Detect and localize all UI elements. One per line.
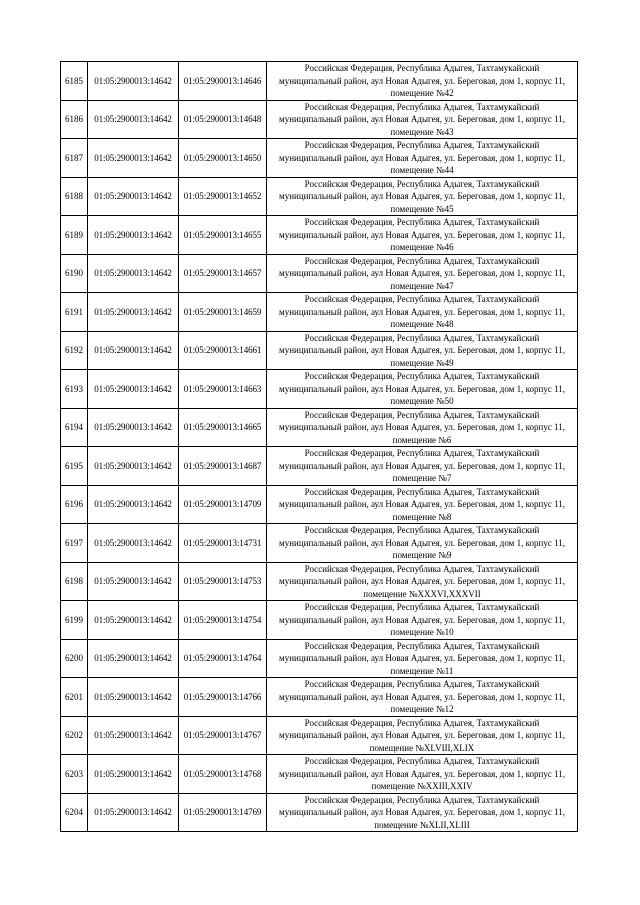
address-line: муниципальный район, аул Новая Адыгея, ул. Береговая, дом 1, корпус 11, — [279, 691, 565, 702]
table-row — [61, 793, 578, 832]
address-cell — [267, 370, 578, 409]
address-line: помещение №XLVIII,XLIX — [369, 742, 475, 753]
address-cell — [267, 447, 578, 486]
address-line: помещение №44 — [390, 165, 454, 175]
address-line: муниципальный район, аул Новая Адыгея, ул. Береговая, дом 1, корпус 11, — [279, 268, 565, 278]
row-number-cell: 6195 — [61, 447, 88, 486]
address-cell — [267, 216, 578, 255]
address-line: помещение №49 — [390, 357, 454, 368]
table-row — [61, 216, 578, 255]
object-cadastral-number-cell: 01:05:2900013:14687 — [179, 447, 267, 486]
address-line: Российская Федерация, Республика Адыгея, Тахтамукайский — [304, 563, 540, 574]
table-row — [61, 100, 578, 139]
table-row — [61, 755, 578, 794]
object-cadastral-number-cell: 01:05:2900013:14709 — [179, 485, 267, 524]
table-row — [61, 447, 578, 486]
address-line: муниципальный район, аул Новая Адыгея, ул. Береговая, дом 1, корпус 11, — [279, 152, 565, 163]
address-line: Российская Федерация, Республика Адыгея, Тахтамукайский — [304, 255, 540, 266]
object-cadastral-number-cell: 01:05:2900013:14646 — [179, 62, 267, 101]
object-cadastral-number-cell: 01:05:2900013:14764 — [179, 639, 267, 678]
address-line: Российская Федерация, Республика Адыгея, Тахтамукайский — [304, 217, 540, 227]
address-line: муниципальный район, аул Новая Адыгея, ул. Береговая, дом 1, корпус 11, — [279, 499, 565, 509]
row-number-cell: 6198 — [61, 562, 88, 601]
row-number-cell: 6197 — [61, 524, 88, 563]
address-line: помещение №11 — [390, 665, 454, 676]
address-line: Российская Федерация, Республика Адыгея, Тахтамукайский — [304, 486, 540, 497]
table-row — [61, 716, 578, 755]
address-line: муниципальный район, аул Новая Адыгея, ул. Береговая, дом 1, корпус 11, — [279, 730, 565, 740]
table-row — [61, 293, 578, 332]
address-line: помещение №XXXVI,XXXVII — [363, 588, 481, 599]
object-cadastral-number-cell: 01:05:2900013:14652 — [179, 177, 267, 216]
parent-cadastral-number-cell: 01:05:2900013:14642 — [88, 370, 179, 409]
address-line: муниципальный район, аул Новая Адыгея, ул. Береговая, дом 1, корпус 11, — [279, 229, 565, 240]
parent-cadastral-number-cell: 01:05:2900013:14642 — [88, 716, 179, 755]
parent-cadastral-number-cell: 01:05:2900013:14642 — [88, 485, 179, 524]
table-row — [61, 639, 578, 678]
address-cell — [267, 408, 578, 447]
address-line: муниципальный район, аул Новая Адыгея, ул. Береговая, дом 1, корпус 11, — [279, 653, 565, 663]
address-line: муниципальный район, аул Новая Адыгея, ул. Береговая, дом 1, корпус 11, — [279, 306, 565, 317]
address-line: Российская Федерация, Республика Адыгея, Тахтамукайский — [304, 294, 540, 304]
address-line: муниципальный район, аул Новая Адыгея, ул. Береговая, дом 1, корпус 11, — [279, 537, 565, 548]
address-line: муниципальный район, аул Новая Адыгея, ул. Береговая, дом 1, корпус 11, — [279, 191, 565, 201]
address-line: помещение №8 — [392, 511, 452, 522]
row-number-cell: 6202 — [61, 716, 88, 755]
address-cell — [267, 562, 578, 601]
address-cell — [267, 485, 578, 524]
table-row — [61, 678, 578, 717]
parent-cadastral-number-cell: 01:05:2900013:14642 — [88, 562, 179, 601]
address-line: помещение №10 — [390, 627, 454, 637]
registry-table-body — [61, 62, 578, 832]
address-line: Российская Федерация, Республика Адыгея, Тахтамукайский — [304, 717, 540, 728]
address-cell — [267, 293, 578, 332]
parent-cadastral-number-cell: 01:05:2900013:14642 — [88, 524, 179, 563]
address-line: Российская Федерация, Республика Адыгея, Тахтамукайский — [304, 756, 540, 766]
address-line: Российская Федерация, Республика Адыгея, Тахтамукайский — [304, 794, 540, 805]
parent-cadastral-number-cell: 01:05:2900013:14642 — [88, 293, 179, 332]
address-line: помещение №48 — [390, 319, 454, 329]
parent-cadastral-number-cell: 01:05:2900013:14642 — [88, 601, 179, 640]
object-cadastral-number-cell: 01:05:2900013:14663 — [179, 370, 267, 409]
row-number-cell: 6187 — [61, 139, 88, 178]
object-cadastral-number-cell: 01:05:2900013:14731 — [179, 524, 267, 563]
address-line: помещение №42 — [390, 88, 454, 98]
address-line: муниципальный район, аул Новая Адыгея, ул. Береговая, дом 1, корпус 11, — [279, 614, 565, 625]
row-number-cell: 6185 — [61, 62, 88, 101]
parent-cadastral-number-cell: 01:05:2900013:14642 — [88, 254, 179, 293]
address-line: Российская Федерация, Республика Адыгея, Тахтамукайский — [304, 371, 540, 381]
property-registry-table — [60, 61, 578, 832]
table-row — [61, 524, 578, 563]
address-cell — [267, 716, 578, 755]
table-row — [61, 331, 578, 370]
address-line: помещение №46 — [390, 242, 454, 252]
object-cadastral-number-cell: 01:05:2900013:14657 — [179, 254, 267, 293]
address-line: муниципальный район, аул Новая Адыгея, ул. Береговая, дом 1, корпус 11, — [279, 383, 565, 394]
row-number-cell: 6192 — [61, 331, 88, 370]
object-cadastral-number-cell: 01:05:2900013:14655 — [179, 216, 267, 255]
address-line: помещение №12 — [390, 704, 454, 714]
row-number-cell: 6199 — [61, 601, 88, 640]
address-line: Российская Федерация, Республика Адыгея, Тахтамукайский — [304, 525, 540, 535]
object-cadastral-number-cell: 01:05:2900013:14766 — [179, 678, 267, 717]
parent-cadastral-number-cell: 01:05:2900013:14642 — [88, 408, 179, 447]
address-line: Российская Федерация, Республика Адыгея, Тахтамукайский — [304, 63, 540, 73]
parent-cadastral-number-cell: 01:05:2900013:14642 — [88, 177, 179, 216]
address-line: помещение №45 — [390, 203, 454, 214]
address-line: Российская Федерация, Республика Адыгея, Тахтамукайский — [304, 602, 540, 612]
object-cadastral-number-cell: 01:05:2900013:14767 — [179, 716, 267, 755]
object-cadastral-number-cell: 01:05:2900013:14753 — [179, 562, 267, 601]
object-cadastral-number-cell: 01:05:2900013:14659 — [179, 293, 267, 332]
address-line: муниципальный район, аул Новая Адыгея, ул. Береговая, дом 1, корпус 11, — [279, 460, 565, 471]
address-line: Российская Федерация, Республика Адыгея, Тахтамукайский — [304, 101, 540, 112]
address-line: Российская Федерация, Республика Адыгея, Тахтамукайский — [304, 140, 540, 150]
table-row — [61, 62, 578, 101]
table-row — [61, 562, 578, 601]
address-line: помещение №7 — [392, 473, 452, 483]
address-cell — [267, 793, 578, 832]
parent-cadastral-number-cell: 01:05:2900013:14642 — [88, 139, 179, 178]
table-row — [61, 601, 578, 640]
object-cadastral-number-cell: 01:05:2900013:14754 — [179, 601, 267, 640]
address-line: муниципальный район, аул Новая Адыгея, ул. Береговая, дом 1, корпус 11, — [279, 768, 565, 779]
address-cell — [267, 755, 578, 794]
address-line: помещение №6 — [392, 434, 452, 445]
address-cell — [267, 331, 578, 370]
row-number-cell: 6193 — [61, 370, 88, 409]
address-line: помещение №XLII,XLIII — [374, 819, 470, 830]
address-cell — [267, 601, 578, 640]
object-cadastral-number-cell: 01:05:2900013:14661 — [179, 331, 267, 370]
table-row — [61, 485, 578, 524]
address-line: муниципальный район, аул Новая Адыгея, ул. Береговая, дом 1, корпус 11, — [279, 422, 565, 432]
address-line: помещение №47 — [390, 280, 454, 291]
table-row — [61, 139, 578, 178]
address-line: муниципальный район, аул Новая Адыгея, ул. Береговая, дом 1, корпус 11, — [279, 75, 565, 86]
address-line: помещение №XXIII,XXIV — [371, 781, 473, 791]
address-line: Российская Федерация, Республика Адыгея, Тахтамукайский — [304, 409, 540, 420]
table-row — [61, 177, 578, 216]
row-number-cell: 6191 — [61, 293, 88, 332]
row-number-cell: 6190 — [61, 254, 88, 293]
parent-cadastral-number-cell: 01:05:2900013:14642 — [88, 755, 179, 794]
document-page — [60, 61, 577, 832]
address-line: Российская Федерация, Республика Адыгея, Тахтамукайский — [304, 332, 540, 343]
address-cell — [267, 100, 578, 139]
object-cadastral-number-cell: 01:05:2900013:14665 — [179, 408, 267, 447]
address-line: помещение №9 — [392, 550, 452, 560]
object-cadastral-number-cell: 01:05:2900013:14648 — [179, 100, 267, 139]
parent-cadastral-number-cell: 01:05:2900013:14642 — [88, 331, 179, 370]
row-number-cell: 6196 — [61, 485, 88, 524]
address-line: помещение №43 — [390, 126, 454, 137]
parent-cadastral-number-cell: 01:05:2900013:14642 — [88, 62, 179, 101]
parent-cadastral-number-cell: 01:05:2900013:14642 — [88, 678, 179, 717]
address-line: Российская Федерация, Республика Адыгея, Тахтамукайский — [304, 679, 540, 689]
parent-cadastral-number-cell: 01:05:2900013:14642 — [88, 639, 179, 678]
table-row — [61, 254, 578, 293]
address-line: Российская Федерация, Республика Адыгея, Тахтамукайский — [304, 640, 540, 651]
address-cell — [267, 177, 578, 216]
address-line: муниципальный район, аул Новая Адыгея, ул. Береговая, дом 1, корпус 11, — [279, 114, 565, 124]
address-line: муниципальный район, аул Новая Адыгея, ул. Береговая, дом 1, корпус 11, — [279, 345, 565, 355]
address-line: Российская Федерация, Республика Адыгея, Тахтамукайский — [304, 448, 540, 458]
address-line: муниципальный район, аул Новая Адыгея, ул. Береговая, дом 1, корпус 11, — [279, 576, 565, 586]
address-line: Российская Федерация, Республика Адыгея, Тахтамукайский — [304, 178, 540, 189]
row-number-cell: 6186 — [61, 100, 88, 139]
row-number-cell: 6203 — [61, 755, 88, 794]
parent-cadastral-number-cell: 01:05:2900013:14642 — [88, 793, 179, 832]
address-line: помещение №50 — [390, 396, 454, 406]
row-number-cell: 6188 — [61, 177, 88, 216]
row-number-cell: 6201 — [61, 678, 88, 717]
row-number-cell: 6194 — [61, 408, 88, 447]
parent-cadastral-number-cell: 01:05:2900013:14642 — [88, 216, 179, 255]
parent-cadastral-number-cell: 01:05:2900013:14642 — [88, 100, 179, 139]
address-cell — [267, 254, 578, 293]
row-number-cell: 6189 — [61, 216, 88, 255]
address-cell — [267, 678, 578, 717]
object-cadastral-number-cell: 01:05:2900013:14769 — [179, 793, 267, 832]
parent-cadastral-number-cell: 01:05:2900013:14642 — [88, 447, 179, 486]
row-number-cell: 6200 — [61, 639, 88, 678]
address-line: муниципальный район, аул Новая Адыгея, ул. Береговая, дом 1, корпус 11, — [279, 807, 565, 817]
table-row — [61, 370, 578, 409]
address-cell — [267, 639, 578, 678]
table-row — [61, 408, 578, 447]
address-cell — [267, 62, 578, 101]
address-cell — [267, 524, 578, 563]
address-cell — [267, 139, 578, 178]
row-number-cell: 6204 — [61, 793, 88, 832]
object-cadastral-number-cell: 01:05:2900013:14650 — [179, 139, 267, 178]
object-cadastral-number-cell: 01:05:2900013:14768 — [179, 755, 267, 794]
